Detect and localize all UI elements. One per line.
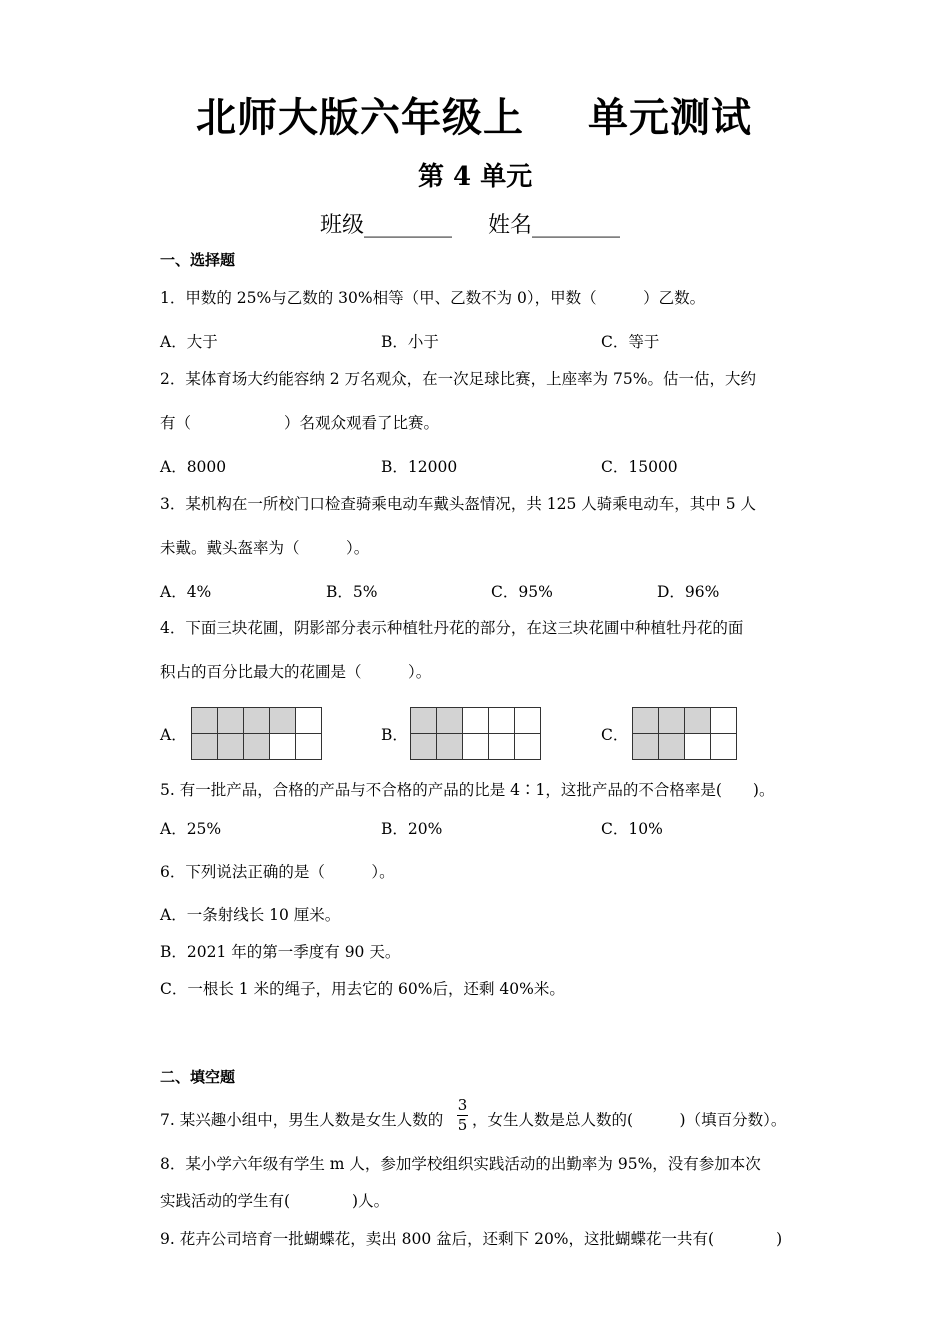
name-field: 姓名________	[488, 213, 621, 238]
question-6: 6．下列说法正确的是（ ）。	[160, 863, 395, 881]
q2-option-b: B．12000	[381, 458, 458, 476]
grid-cell	[437, 734, 463, 760]
question-9: 9. 花卉公司培育一批蝴蝶花，卖出 800 盆后，还剩下 20%，这批蝴蝶花一共有( )	[160, 1230, 783, 1248]
class-field: 班级________	[320, 213, 453, 238]
q3-option-d: D．96%	[657, 583, 720, 601]
grid-cell	[711, 734, 737, 760]
question-1: 1．甲数的 25%与乙数的 30%相等（甲、乙数不为 0），甲数（ ）乙数。	[160, 289, 706, 307]
q2-option-c: C．15000	[601, 458, 678, 476]
question-2-line2: 有（ ）名观众观看了比赛。	[160, 414, 440, 432]
q6-option-b: B．2021 年的第一季度有 90 天。	[160, 943, 401, 961]
grid-cell	[218, 708, 244, 734]
question-4-line1: 4．下面三块花圃，阴影部分表示种植牡丹花的部分，在这三块花圃中种植牡丹花的面	[160, 619, 744, 637]
q1-option-b: B．小于	[381, 333, 439, 351]
q1-option-c: C．等于	[601, 333, 660, 351]
q3-option-c: C．95%	[491, 583, 553, 601]
fraction-denominator: 5	[457, 1116, 468, 1134]
grid-cell	[270, 734, 296, 760]
grid-cell	[218, 734, 244, 760]
grid-cell	[463, 708, 489, 734]
q3-option-a: A．4%	[160, 583, 212, 601]
page-title-right: 单元测试	[588, 95, 752, 141]
question-7-before: 7. 某兴趣小组中，男生人数是女生人数的	[160, 1111, 444, 1129]
grid-cell	[515, 708, 541, 734]
q7-fraction	[457, 1097, 468, 1134]
q4-option-c: C．	[601, 726, 629, 744]
question-5: 5. 有一批产品，合格的产品与不合格的产品的比是 4∶1，这批产品的不合格率是( )。	[160, 781, 775, 799]
grid-cell	[489, 734, 515, 760]
grid-cell	[411, 734, 437, 760]
grid-cell	[685, 734, 711, 760]
grid-cell	[192, 708, 218, 734]
grid-cell	[659, 708, 685, 734]
grid-cell	[270, 708, 296, 734]
grid-cell	[411, 708, 437, 734]
q6-option-a: A．一条射线长 10 厘米。	[160, 906, 341, 924]
question-8-line1: 8．某小学六年级有学生 m 人，参加学校组织实践活动的出勤率为 95%，没有参加本次	[160, 1155, 761, 1173]
question-8-line2: 实践活动的学生有( )人。	[160, 1192, 390, 1210]
grid-cell	[437, 708, 463, 734]
garden-b-grid	[410, 707, 541, 760]
q4-option-b: B．	[381, 726, 408, 744]
grid-cell	[633, 734, 659, 760]
grid-cell	[489, 708, 515, 734]
grid-cell	[711, 708, 737, 734]
grid-cell	[659, 734, 685, 760]
grid-cell	[244, 734, 270, 760]
fraction-numerator: 3	[457, 1096, 468, 1114]
q6-option-c: C．一根长 1 米的绳子，用去它的 60%后，还剩 40%米。	[160, 980, 565, 998]
question-3-line1: 3．某机构在一所校门口检查骑乘电动车戴头盔情况，共 125 人骑乘电动车，其中 5 人	[160, 495, 757, 513]
q5-option-a: A．25%	[160, 820, 222, 838]
grid-cell	[685, 708, 711, 734]
page-title-left: 北师大版六年级上	[196, 95, 524, 141]
question-4-line2: 积占的百分比最大的花圃是（ ）。	[160, 663, 432, 681]
question-7-after: ，女生人数是总人数的( )（填百分数）。	[472, 1111, 787, 1129]
q3-option-b: B．5%	[326, 583, 378, 601]
grid-cell	[296, 734, 322, 760]
grid-cell	[463, 734, 489, 760]
grid-cell	[296, 708, 322, 734]
grid-cell	[515, 734, 541, 760]
q1-option-a: A．大于	[160, 333, 218, 351]
grid-cell	[192, 734, 218, 760]
question-2-line1: 2．某体育场大约能容纳 2 万名观众，在一次足球比赛，上座率为 75%。估一估，大约	[160, 370, 756, 388]
grid-cell	[244, 708, 270, 734]
q4-option-a: A．	[160, 726, 187, 744]
grid-cell	[633, 708, 659, 734]
q5-option-c: C．10%	[601, 820, 663, 838]
q5-option-b: B．20%	[381, 820, 443, 838]
section-heading-fill: 二、填空题	[160, 1068, 236, 1086]
q2-option-a: A．8000	[160, 458, 227, 476]
unit-subtitle: 第 4 单元	[418, 162, 533, 192]
question-3-line2: 未戴。戴头盔率为（ ）。	[160, 539, 370, 557]
garden-a-grid	[191, 707, 322, 760]
garden-c-grid	[632, 707, 737, 760]
section-heading-choice: 一、选择题	[160, 251, 236, 269]
